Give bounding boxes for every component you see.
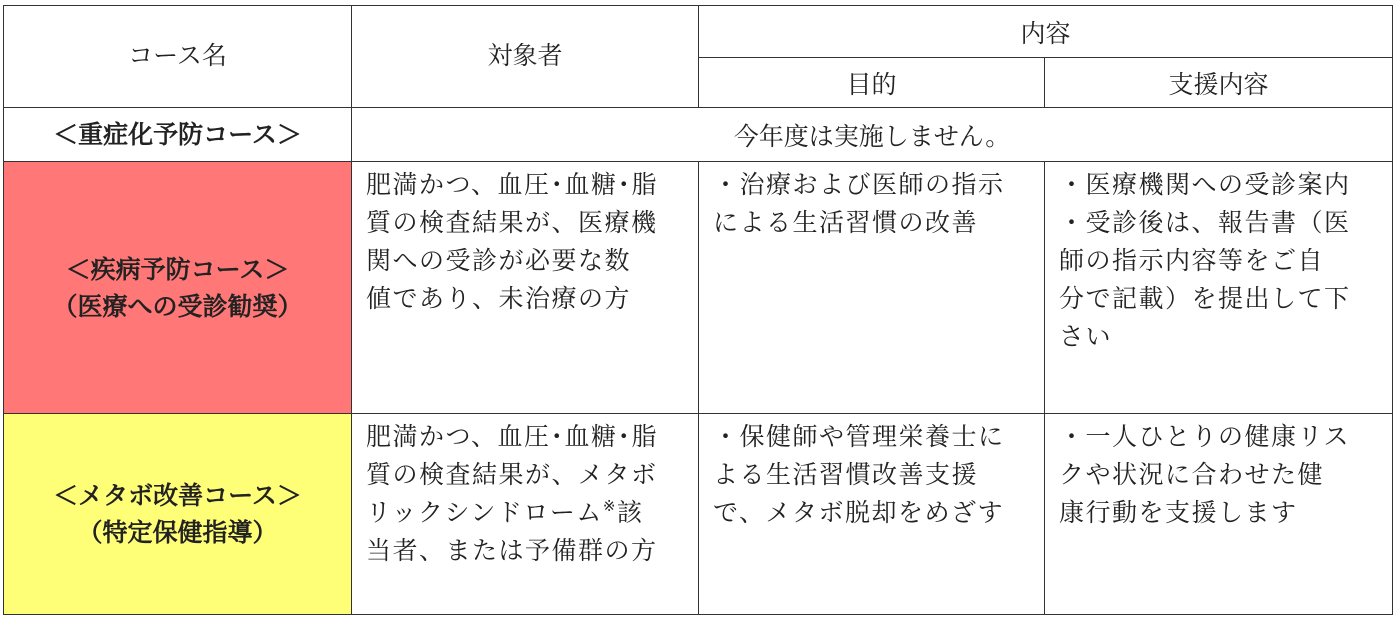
purpose-disease-line: ・治療および医師の指示 [713, 170, 1005, 199]
target-metabo [352, 414, 699, 615]
target-metabo-line: 肥満かつ、血圧･血糖･脂 [366, 422, 659, 451]
target-metabo-text: 該 [616, 498, 644, 527]
header-content: 内容 [699, 6, 1393, 58]
course-severe-prevention: ＜重症化予防コース＞ [4, 108, 352, 162]
course-metabo-improvement [4, 414, 352, 615]
purpose-metabo-line: ・保健師や管理栄養士に [713, 422, 1005, 451]
support-disease [1045, 162, 1393, 414]
target-disease-line: 関への受診が必要な数 [366, 246, 632, 275]
purpose-metabo [699, 414, 1045, 615]
target-disease-line: 肥満かつ、血圧･血糖･脂 [366, 170, 659, 199]
support-disease-line: 師の指示内容等をご自 [1059, 246, 1325, 275]
header-course-name: コース名 [4, 6, 352, 108]
asterisk-note-mark: ※ [602, 497, 617, 515]
support-metabo-line: ・一人ひとりの健康リス [1059, 422, 1351, 451]
purpose-disease [699, 162, 1045, 414]
target-disease-line: 質の検査結果が、医療機 [366, 208, 658, 237]
course-metabo-title: ＜メタボ改善コース＞ [53, 481, 302, 510]
table-row-metabo [4, 414, 1393, 615]
health-program-table [3, 5, 1393, 615]
target-metabo-line: 当者、または予備群の方 [366, 536, 658, 565]
course-disease-prevention [4, 162, 352, 414]
course-disease-title: ＜疾病予防コース＞ [65, 254, 290, 284]
header-support: 支援内容 [1045, 58, 1393, 108]
notice-not-implemented: 今年度は実施しません。 [352, 108, 1393, 162]
support-disease-line: ・医療機関への受診案内 [1059, 170, 1351, 199]
table-row-severe [4, 108, 1393, 162]
support-disease-line: 分で記載）を提出して下 [1059, 284, 1351, 313]
purpose-metabo-line: よる生活習慣改善支援 [713, 460, 979, 489]
support-metabo [1045, 414, 1393, 615]
purpose-metabo-line: で、メタボ脱却をめざす [713, 498, 1005, 527]
support-metabo-line: クや状況に合わせた健 [1059, 460, 1325, 489]
table-row-disease [4, 162, 1393, 414]
support-disease-line: ・受診後は、報告書（医 [1059, 208, 1351, 237]
target-metabo-text: リックシンドローム [366, 498, 603, 527]
target-metabo-line: 質の検査結果が、メタボ [366, 460, 658, 489]
purpose-disease-line: による生活習慣の改善 [713, 208, 979, 237]
header-purpose: 目的 [699, 58, 1045, 108]
course-disease-subtitle: （医療への受診勧奨） [52, 291, 303, 321]
target-disease-line: 値であり、未治療の方 [366, 284, 632, 313]
course-metabo-subtitle: （特定保健指導） [77, 518, 278, 547]
header-target: 対象者 [352, 6, 699, 108]
support-disease-line: さい [1059, 322, 1113, 351]
support-metabo-line: 康行動を支援します [1059, 498, 1298, 527]
target-disease [352, 162, 699, 414]
target-metabo-line [366, 494, 690, 532]
